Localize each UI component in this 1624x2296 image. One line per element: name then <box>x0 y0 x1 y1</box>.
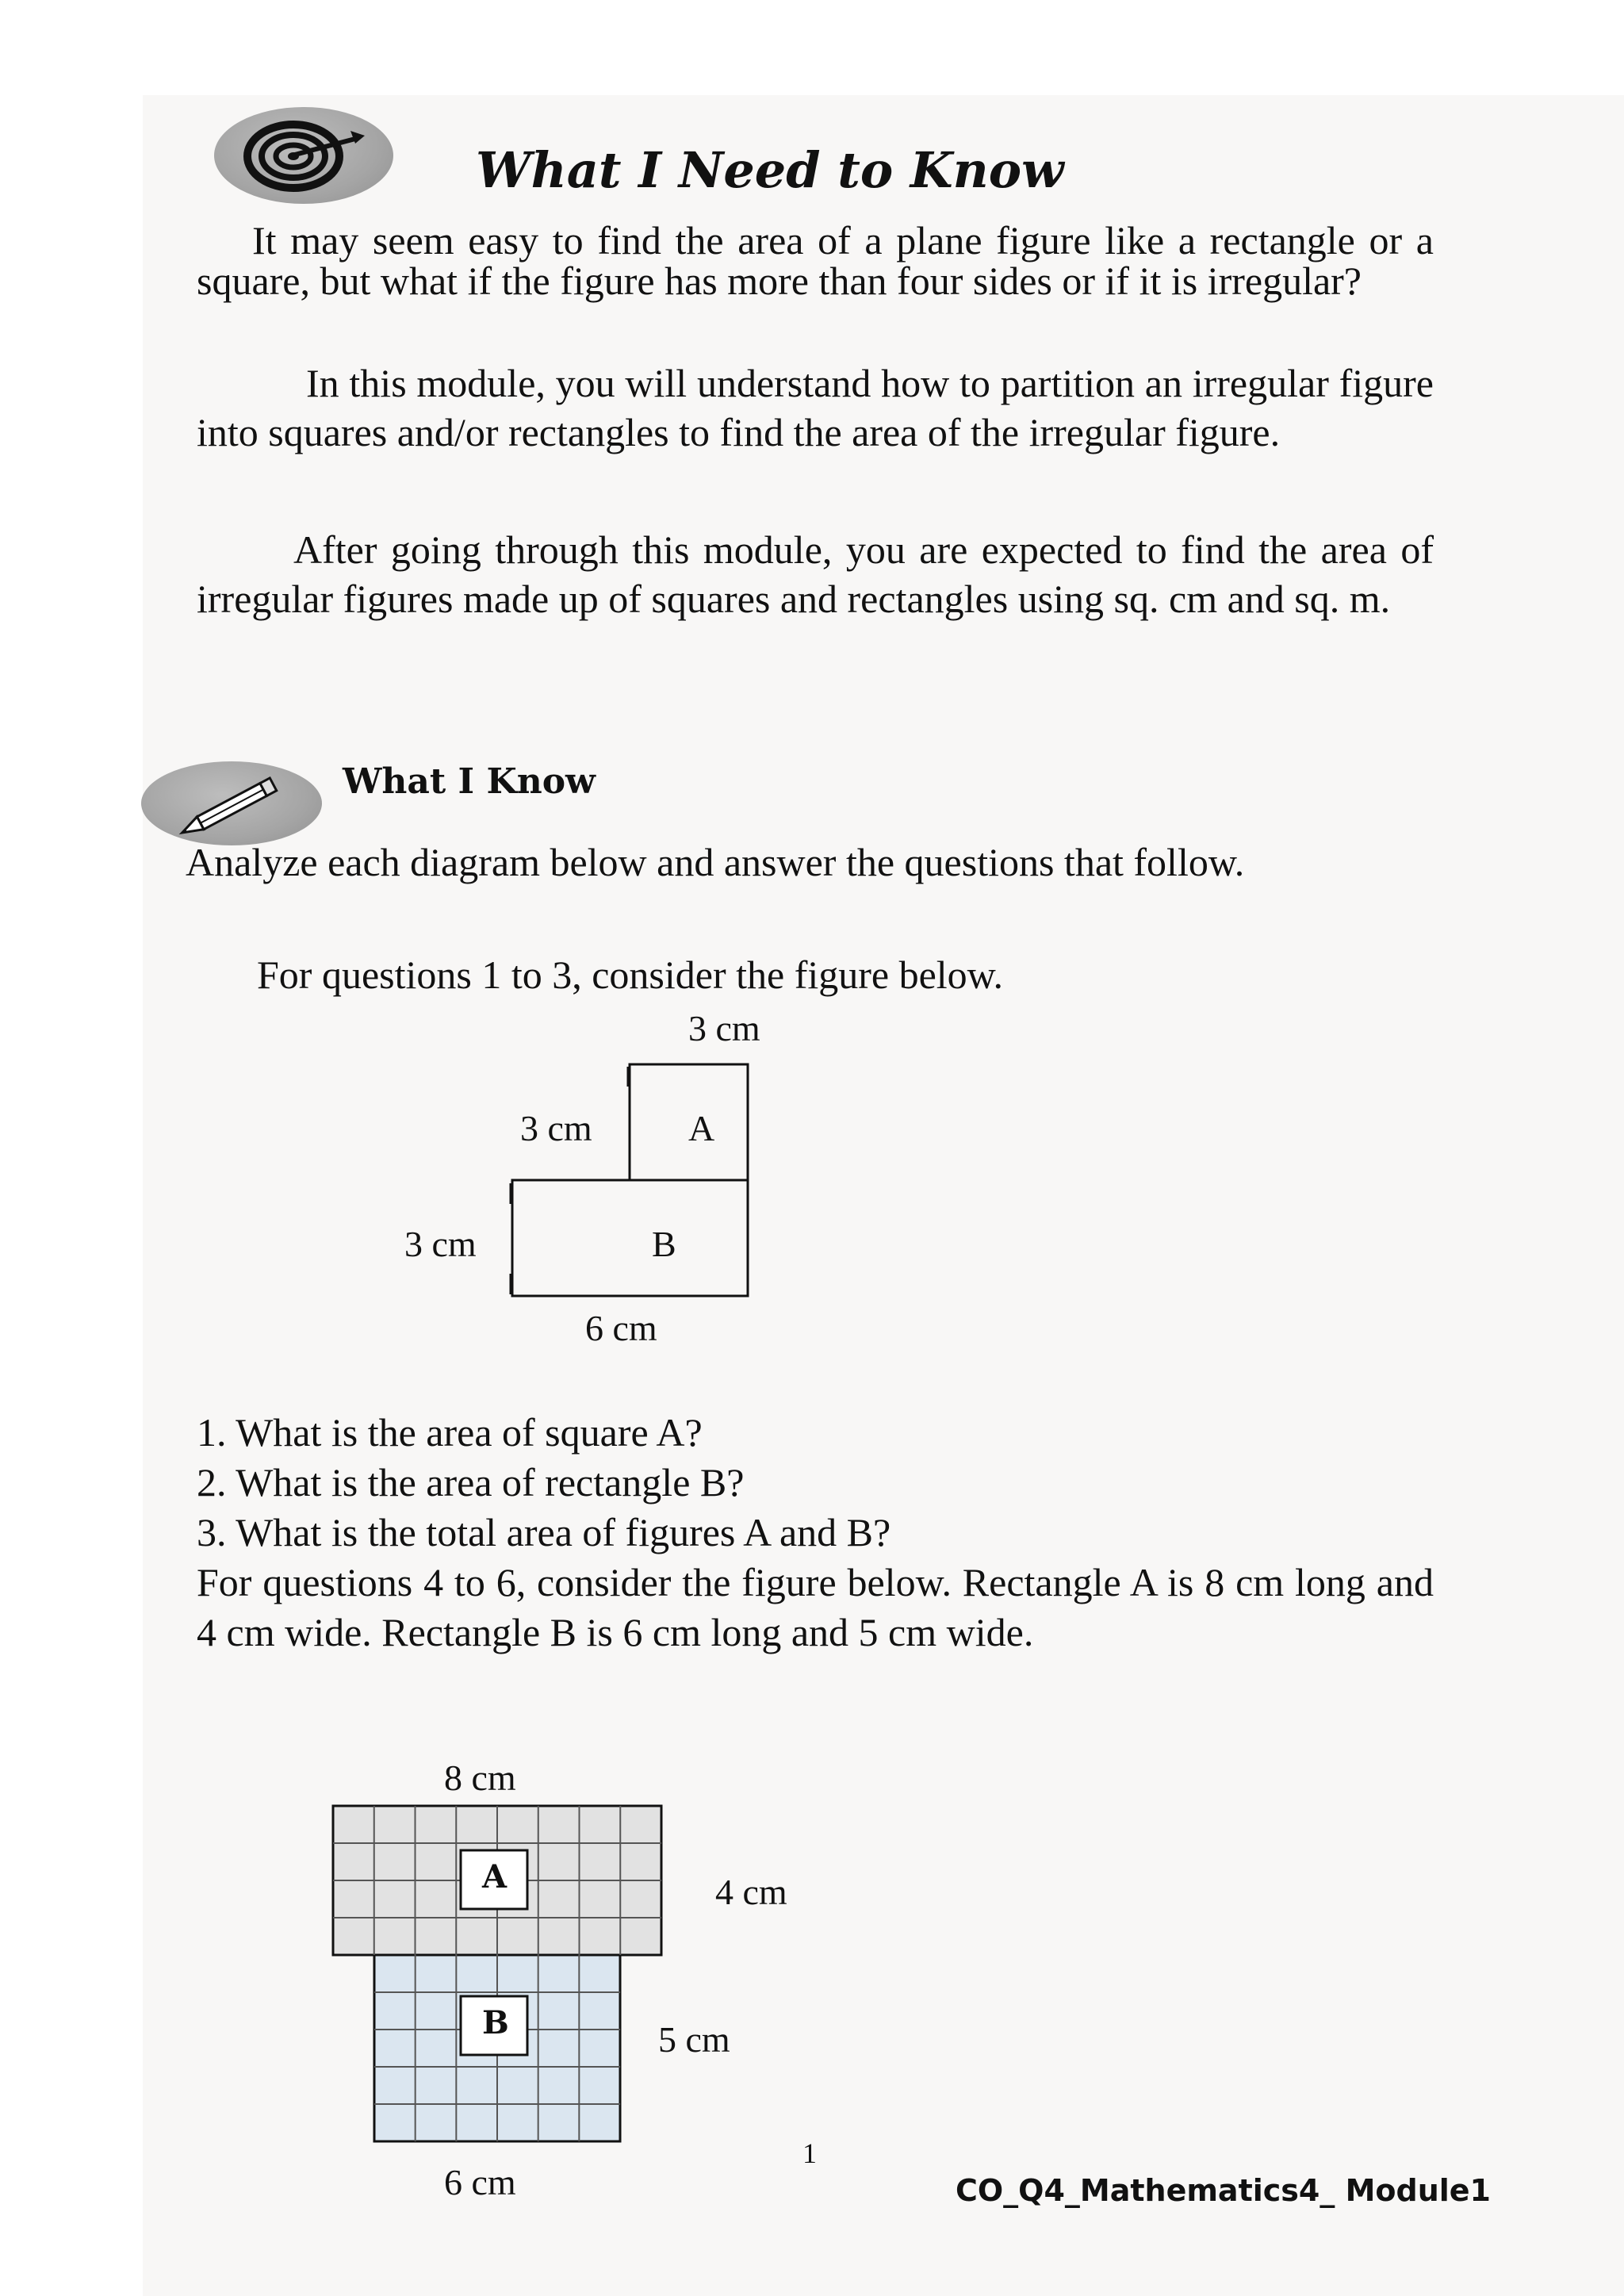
fig2-label-b: B <box>482 2004 509 2041</box>
figure-1 <box>381 991 825 1356</box>
fig1-top-label: 3 cm <box>688 1008 760 1048</box>
fig1-bottom-label: 6 cm <box>585 1308 657 1348</box>
section-title-what-i-need-to-know: What I Need to Know <box>476 141 1064 199</box>
question-3: 3. What is the total area of figures A and B? <box>197 1510 891 1554</box>
rectangle-b-shape <box>512 1180 748 1296</box>
fig1-square-a-side-label: 3 cm <box>520 1108 592 1148</box>
fig2-rect-a-height-label: 4 cm <box>715 1872 787 1912</box>
fig2-label-a: A <box>482 1858 508 1895</box>
fig1-label-a: A <box>688 1108 715 1148</box>
instruction-text: Analyze each diagram below and answer the questions that follow. <box>186 840 1245 884</box>
figure1-intro-text: For questions 1 to 3, consider the figure below. <box>257 953 1004 997</box>
question-1: 1. What is the area of square A? <box>197 1410 703 1455</box>
fig2-rect-b-height-label: 5 cm <box>658 2019 730 2060</box>
module-code: CO_Q4_Mathematics4_ Module1 <box>955 2173 1491 2208</box>
paragraph-expectation: After going through this module, you are expected to find the area of irregular figures made up of squares and rectangles using sq. cm and sq. m. <box>197 527 1434 621</box>
pencil-icon <box>141 761 322 845</box>
paragraph-module: In this module, you will understand how to partition an irregular figure into squares and/or rectangles to find the area of the irregular figure. <box>197 361 1434 454</box>
figure-2 <box>317 1757 872 2217</box>
questions-list <box>197 1408 891 1558</box>
question-2: 2. What is the area of rectangle B? <box>197 1460 745 1504</box>
fig1-label-b: B <box>652 1224 676 1264</box>
paragraph-intro: It may seem easy to find the area of a plane figure like a rectangle or a square, but what if the figure has more than four sides or if it is irregular? <box>197 218 1434 303</box>
fig2-top-label: 8 cm <box>444 1757 516 1798</box>
page-number: 1 <box>802 2137 817 2169</box>
fig1-rect-b-side-label: 3 cm <box>404 1224 477 1264</box>
figure2-intro-text: For questions 4 to 6, consider the figure below. Rectangle A is 8 cm long and 4 cm wide. Rectangle B is 6 cm long and 5 cm wide. <box>197 1560 1434 1654</box>
fig2-bottom-label: 6 cm <box>444 2162 516 2202</box>
target-icon <box>214 107 393 204</box>
section-title-what-i-know: What I Know <box>343 761 596 802</box>
